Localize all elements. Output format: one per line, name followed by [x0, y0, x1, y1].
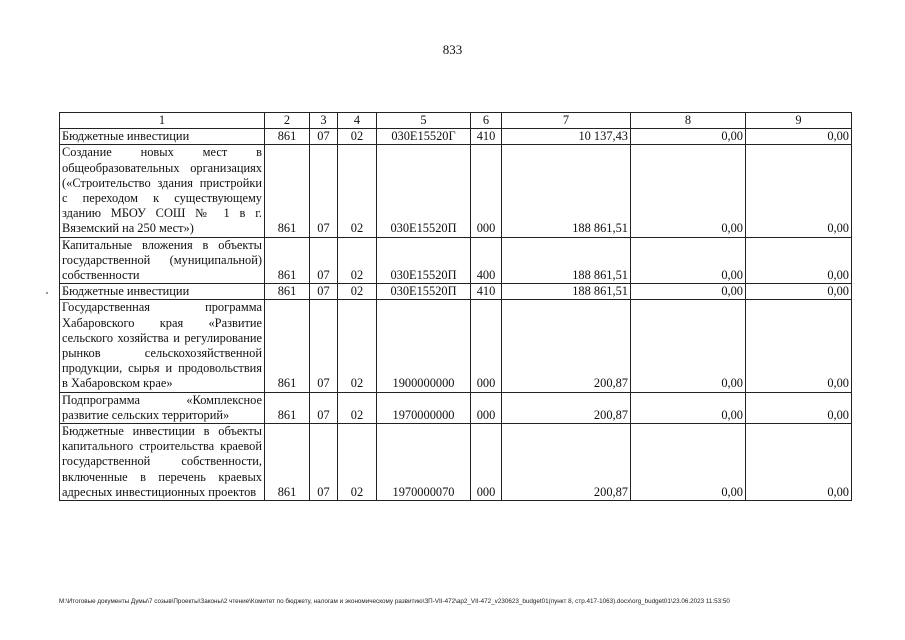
row-expense-type: 000 [471, 392, 502, 423]
row-amount-7: 10 137,43 [502, 129, 631, 145]
row-target-code: 1970000070 [377, 424, 471, 501]
table-row [60, 129, 852, 145]
row-ministry-code: 861 [265, 237, 310, 284]
table-row [60, 424, 852, 501]
header-col-1: 1 [60, 113, 265, 129]
row-expense-type: 000 [471, 424, 502, 501]
row-name: Создание новых мест в общеобразовательных организациях («Строительство здания пристройки с переходом к существующему зданию МБОУ СОШ № 1 в г. Вяземский на 250 мест») [60, 145, 265, 237]
row-target-code: 1970000000 [377, 392, 471, 423]
row-ministry-code: 861 [265, 129, 310, 145]
row-section: 07 [310, 145, 338, 237]
row-target-code: 030E15520П [377, 145, 471, 237]
row-subsection: 02 [338, 424, 377, 501]
row-amount-8: 0,00 [631, 284, 746, 300]
budget-table [59, 112, 852, 501]
row-ministry-code: 861 [265, 424, 310, 501]
margin-mark [46, 292, 48, 294]
row-amount-8: 0,00 [631, 145, 746, 237]
table-row [60, 300, 852, 392]
row-name: Бюджетные инвестиции [60, 129, 265, 145]
row-expense-type: 400 [471, 237, 502, 284]
row-target-code: 030E15520П [377, 284, 471, 300]
row-amount-9: 0,00 [746, 284, 852, 300]
row-section: 07 [310, 129, 338, 145]
row-amount-7: 188 861,51 [502, 237, 631, 284]
row-subsection: 02 [338, 392, 377, 423]
header-col-4: 4 [338, 113, 377, 129]
header-col-7: 7 [502, 113, 631, 129]
row-amount-7: 200,87 [502, 424, 631, 501]
row-amount-7: 200,87 [502, 300, 631, 392]
row-target-code: 030E15520Г [377, 129, 471, 145]
row-section: 07 [310, 392, 338, 423]
row-section: 07 [310, 284, 338, 300]
row-name: Государственная программа Хабаровского края «Развитие сельского хозяйства и регулирование рынков сельскохозяйственной продукции, сырья и продовольствия в Хабаровском крае» [60, 300, 265, 392]
header-col-6: 6 [471, 113, 502, 129]
header-col-5: 5 [377, 113, 471, 129]
table-row [60, 392, 852, 423]
row-ministry-code: 861 [265, 284, 310, 300]
row-expense-type: 410 [471, 129, 502, 145]
row-amount-9: 0,00 [746, 129, 852, 145]
row-amount-8: 0,00 [631, 237, 746, 284]
row-amount-8: 0,00 [631, 424, 746, 501]
row-amount-8: 0,00 [631, 300, 746, 392]
row-name: Капитальные вложения в объекты государственной (муниципальной) собственности [60, 237, 265, 284]
header-row [60, 113, 852, 129]
footer-file-path: M:\Итоговые документы Думы\7 созыв\Проекты\Законы\2 чтение\Комитет по бюджету, налогам и экономическому развитию\ЗП-VII-472\ap2_VII-472_v230623_budget01(пункт 8, стр.417-1063).docx\org_budget01\23.06.2023 11:53:50 [59, 598, 730, 605]
row-amount-7: 200,87 [502, 392, 631, 423]
page-number: 833 [442, 42, 463, 57]
row-subsection: 02 [338, 145, 377, 237]
table-row [60, 284, 852, 300]
row-target-code: 1900000000 [377, 300, 471, 392]
row-expense-type: 000 [471, 300, 502, 392]
row-amount-8: 0,00 [631, 129, 746, 145]
row-amount-8: 0,00 [631, 392, 746, 423]
row-amount-9: 0,00 [746, 237, 852, 284]
row-amount-7: 188 861,51 [502, 145, 631, 237]
row-section: 07 [310, 237, 338, 284]
table-row [60, 237, 852, 284]
row-subsection: 02 [338, 300, 377, 392]
row-amount-9: 0,00 [746, 392, 852, 423]
row-target-code: 030E15520П [377, 237, 471, 284]
row-expense-type: 000 [471, 145, 502, 237]
row-section: 07 [310, 424, 338, 501]
row-amount-9: 0,00 [746, 300, 852, 392]
row-ministry-code: 861 [265, 392, 310, 423]
row-amount-7: 188 861,51 [502, 284, 631, 300]
row-name: Бюджетные инвестиции [60, 284, 265, 300]
row-name: Бюджетные инвестиции в объекты капитального строительства краевой государственной собственности, включенные в перечень краевых адресных инвестиционных проектов [60, 424, 265, 501]
row-amount-9: 0,00 [746, 145, 852, 237]
header-col-2: 2 [265, 113, 310, 129]
row-subsection: 02 [338, 237, 377, 284]
table-row [60, 145, 852, 237]
row-subsection: 02 [338, 284, 377, 300]
row-ministry-code: 861 [265, 300, 310, 392]
header-col-9: 9 [746, 113, 852, 129]
row-subsection: 02 [338, 129, 377, 145]
row-name: Подпрограмма «Комплексное развитие сельских территорий» [60, 392, 265, 423]
row-section: 07 [310, 300, 338, 392]
row-expense-type: 410 [471, 284, 502, 300]
header-col-3: 3 [310, 113, 338, 129]
row-amount-9: 0,00 [746, 424, 852, 501]
row-ministry-code: 861 [265, 145, 310, 237]
header-col-8: 8 [631, 113, 746, 129]
